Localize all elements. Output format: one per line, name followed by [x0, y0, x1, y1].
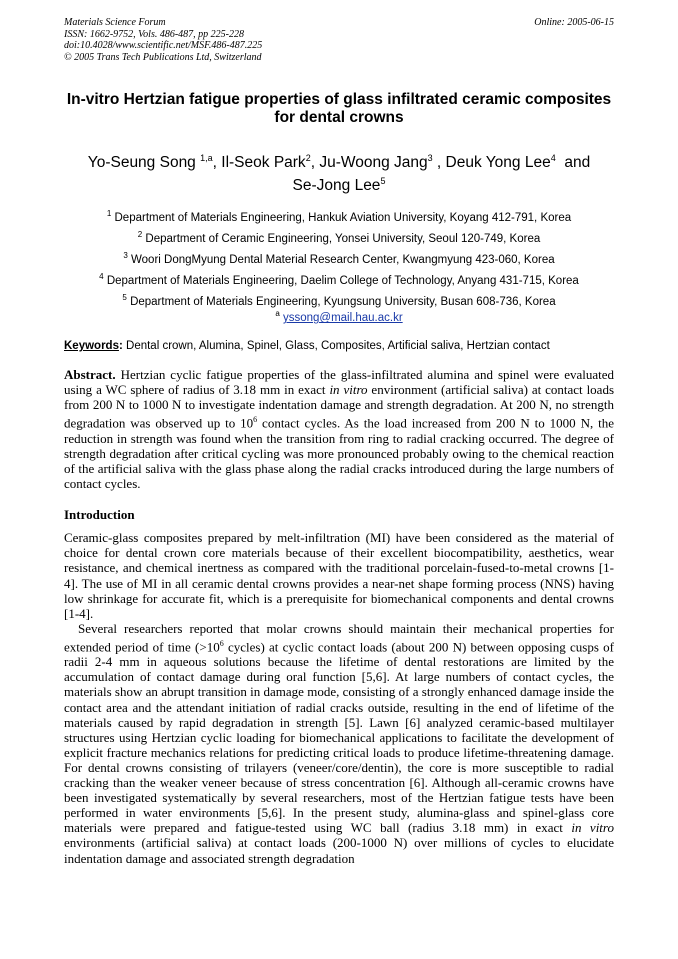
paragraph-sup: 6 — [219, 638, 224, 648]
affiliation-text: Department of Materials Engineering, Hankuk Aviation University, Koyang 412-791, Korea — [114, 212, 572, 225]
abstract-emphasis: in vitro — [329, 382, 368, 398]
author-conjunction: and — [564, 154, 591, 172]
copyright-line: © 2005 Trans Tech Publications Ltd, Switzerland — [64, 51, 262, 63]
affiliation-text: Department of Ceramic Engineering, Yonsei University, Seoul 120-749, Korea — [145, 233, 541, 246]
affiliation-5 — [64, 287, 614, 308]
intro-paragraph-2 — [64, 621, 614, 866]
affiliation-list — [64, 203, 614, 308]
doi-line[interactable]: doi:10.4028/www.scientific.net/MSF.486-487.225 — [64, 40, 263, 51]
email-link[interactable]: yssong@mail.hau.ac.kr — [282, 312, 403, 325]
author-sup: 3 — [427, 153, 433, 163]
affiliation-text: Department of Materials Engineering, Kyungsung University, Busan 608-736, Korea — [130, 296, 556, 309]
corresponding-email — [64, 309, 614, 324]
affiliation-num: 3 — [123, 251, 128, 261]
author-sup: 5 — [380, 176, 386, 187]
author-sup: 2 — [305, 153, 311, 163]
paper-title: In-vitro Hertzian fatigue properties of glass infiltrated ceramic composites for dental crowns — [66, 91, 612, 126]
author-sup: 1,a — [200, 153, 213, 163]
affiliation-4 — [64, 266, 614, 287]
affiliation-text: Department of Materials Engineering, Daelim College of Technology, Anyang 431-715, Korea — [106, 275, 579, 288]
paragraph-text: environments (artificial saliva) at contact loads (200-1000 N) over millions of cycles to elucidate indentation damage and associated strength degradation — [64, 835, 614, 866]
abstract-text: environment (artificial saliva) at contact loads from 200 N to 1000 N to investigate indentation damage and strength degradation. At 200 N, no strength degradation was observed up to 10 — [64, 382, 615, 431]
affiliation-num: 1 — [106, 209, 112, 219]
author-list: Yo-Seung Song $^{1,a}$, Il-Seok Park$^2$, Ju-Woong Jang$^3$ , Deuk Yong Lee$^4$ and Se-Jong Lee$^5$ — [87, 153, 591, 195]
author-name: Se-Jong Lee — [292, 177, 381, 195]
affiliation-num: 5 — [122, 293, 127, 303]
affiliation-text: Woori DongMyung Dental Material Research Center, Kwangmyung 423-060, Korea — [131, 254, 555, 267]
online-date: Online: 2005-06-15 — [534, 17, 614, 28]
journal-header — [64, 0, 614, 69]
abstract — [64, 367, 614, 491]
affiliation-1 — [64, 203, 614, 224]
abstract-label: Abstract. — [64, 367, 116, 383]
paragraph-emphasis: in vitro — [571, 820, 614, 836]
paragraph-text: cycles) at cyclic contact loads (about 200 N) between opposing cusps of radii 2-4 mm in aqueous solutions because the lifetime of dental restorations are limited by the accumulation of contact damage during oral function [5,6]. At large numbers of contact cycles, the materials show an abrupt transition in damage mode, consisting of a strongly enhanced damage inside the contact area and the attendant initiation of radial cracks outside, resulting in the end of lifetime of the materials caused by rapid degradation in strength [5]. Lawn [6] analyzed ceramic-based multilayer structures using Hertzian cyclic loading for biomechanical applications to facilitate the development of explicit fracture mechanics relations for predicting critical loads to produce lifetime-threatening damage. For dental crowns consisting of trilayers (veneer/core/dentin), the core is more susceptible to radial cracking than the weaker veneer because of stress concentration [6]. Although all-ceramic crowns have been investigated systematically by several researchers, most of the Hertzian fatigue tests have been performed in water environments [5,6]. In the present study, alumina-glass and spinel-glass core materials were prepared and fatigue-tested using WC ball (radius 3.18 mm) in exact — [64, 639, 614, 836]
journal-name: Materials Science Forum — [64, 17, 166, 28]
affiliation-num: 4 — [99, 272, 104, 282]
abstract-text: contact cycles. As the load increased from 200 N to 1000 N, the reduction in strength was found when the transition from ring to radial cracking occurred. The degree of strength degradation after critical cycling was more pronounced probably owing to the chemical reaction of the artificial saliva with the glass phase along the radial cracks introduced during the large numbers of contact cycles. — [64, 415, 614, 492]
section-heading-introduction: Introduction — [64, 507, 135, 523]
keywords-label: Keywords — [64, 340, 119, 353]
issn-line: ISSN: 1662-9752, Vols. 486-487, pp 225-228 — [64, 28, 244, 40]
author-name: Deuk Yong Lee — [445, 154, 551, 172]
abstract-text: Hertzian cyclic fatigue properties of the glass-infiltrated alumina and spinel were evaluated using a WC sphere of radius of 3.18 mm in exact — [64, 367, 614, 398]
ghost-text — [64, 63, 614, 69]
intro-paragraph-1: Ceramic-glass composites prepared by melt-infiltration (MI) have been considered as the material of choice for dental crown core materials because of their excellent biocompatibility, aesthetics, wear resistance, and chemical inertness as compared with the traditional porcelain-fused-to-metal crowns [1-4]. The use of MI in all ceramic dental crowns provides a near-net shape forming process (NNS) having low shrinkage for accurate fit, which is a prerequisite for biomechanical components and dental crowns [1-4]. — [64, 530, 614, 621]
paragraph-text: Several researchers reported that molar crowns should maintain their mechanical properties for extended period of time (>10 — [64, 620, 614, 655]
affiliation-3 — [64, 245, 614, 266]
keywords: Keywords: Dental crown, Alumina, Spinel, Glass, Composites, Artificial saliva, Hertzian contact — [64, 340, 550, 353]
author-sup: 4 — [550, 153, 556, 163]
author-name: Yo-Seung Song — [87, 154, 196, 172]
author-name: Ju-Woong Jang — [319, 154, 428, 172]
email-sup: a — [275, 309, 280, 319]
affiliation-num: 2 — [137, 230, 143, 240]
affiliation-2 — [64, 224, 614, 245]
author-name: Il-Seok Park — [221, 154, 306, 172]
abstract-sup: 6 — [253, 415, 258, 425]
keywords-text: Dental crown, Alumina, Spinel, Glass, Composites, Artificial saliva, Hertzian contact — [126, 340, 550, 353]
